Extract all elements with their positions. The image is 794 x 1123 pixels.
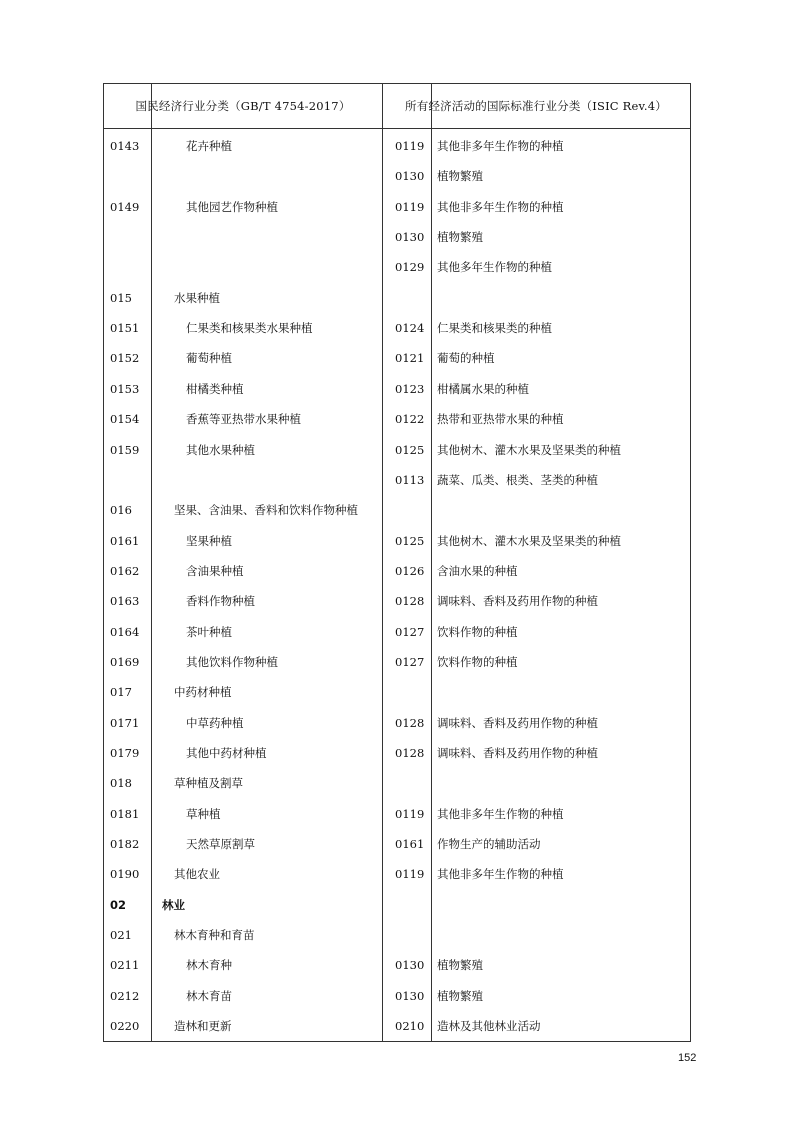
gbt-code: 0171 xyxy=(110,715,140,730)
table-row xyxy=(104,829,690,859)
gbt-code: 0182 xyxy=(110,837,140,852)
gbt-code: 017 xyxy=(110,685,132,700)
gbt-code: 0163 xyxy=(110,594,140,609)
gbt-code: 0164 xyxy=(110,624,140,639)
classification-table xyxy=(103,83,691,1042)
isic-code: 0121 xyxy=(395,351,425,366)
isic-code: 0130 xyxy=(395,958,425,973)
isic-name: 仁果类和核果类的种植 xyxy=(437,321,552,336)
gbt-code: 0179 xyxy=(110,746,140,760)
gbt-name: 其他饮料作物种植 xyxy=(186,654,278,669)
table-row xyxy=(104,283,690,313)
isic-code: 0128 xyxy=(395,594,425,609)
gbt-name: 含油果种植 xyxy=(186,563,244,578)
isic-code: 0130 xyxy=(395,230,425,245)
isic-name: 其他树木、灌木水果及坚果类的种植 xyxy=(437,533,621,548)
isic-code: 0119 xyxy=(395,199,425,214)
gbt-code: 018 xyxy=(110,776,132,791)
isic-name: 其他多年生作物的种植 xyxy=(437,260,552,275)
gbt-name: 香蕉等亚热带水果种植 xyxy=(186,412,301,427)
gbt-code: 0162 xyxy=(110,563,140,578)
isic-name: 调味料、香料及药用作物的种植 xyxy=(437,594,598,609)
gbt-name: 林木育种 xyxy=(186,958,232,973)
isic-code: 0119 xyxy=(395,867,425,882)
table-row xyxy=(104,435,690,465)
isic-name: 其他非多年生作物的种植 xyxy=(437,867,564,882)
gbt-name: 草种植 xyxy=(186,806,221,821)
gbt-code: 0181 xyxy=(110,806,140,821)
isic-code: 0127 xyxy=(395,654,425,669)
table-row xyxy=(104,708,690,738)
gbt-code: 0154 xyxy=(110,412,140,427)
isic-code: 0119 xyxy=(395,139,425,153)
gbt-name: 茶叶种植 xyxy=(186,624,232,639)
table-row xyxy=(104,526,690,556)
gbt-name: 林木育苗 xyxy=(186,988,232,1003)
isic-name: 植物繁殖 xyxy=(437,230,483,245)
table-row xyxy=(104,495,690,525)
table-row xyxy=(104,222,690,252)
isic-name: 调味料、香料及药用作物的种植 xyxy=(437,715,598,730)
table-row xyxy=(104,465,690,495)
table-row xyxy=(104,374,690,404)
isic-name: 作物生产的辅助活动 xyxy=(437,837,541,852)
isic-name: 调味料、香料及药用作物的种植 xyxy=(437,746,598,760)
table-row xyxy=(104,950,690,980)
isic-code: 0125 xyxy=(395,533,425,548)
table-row xyxy=(104,799,690,829)
gbt-name: 其他农业 xyxy=(174,867,220,882)
table-row xyxy=(104,981,690,1011)
isic-code: 0161 xyxy=(395,837,425,852)
page-number: 152 xyxy=(678,1052,697,1064)
isic-code: 0130 xyxy=(395,169,425,184)
table-row xyxy=(104,404,690,434)
isic-name: 植物繁殖 xyxy=(437,988,483,1003)
isic-code: 0130 xyxy=(395,988,425,1003)
gbt-code: 0190 xyxy=(110,867,140,882)
isic-code: 0124 xyxy=(395,321,425,336)
table-row xyxy=(104,192,690,222)
table-row xyxy=(104,890,690,920)
table-row xyxy=(104,556,690,586)
table-row xyxy=(104,920,690,950)
isic-name: 造林及其他林业活动 xyxy=(437,1019,541,1034)
gbt-name: 葡萄种植 xyxy=(186,351,232,366)
table-row xyxy=(104,586,690,616)
isic-name: 热带和亚热带水果的种植 xyxy=(437,412,564,427)
gbt-code: 0212 xyxy=(110,988,140,1003)
isic-name: 饮料作物的种植 xyxy=(437,654,518,669)
gbt-code: 016 xyxy=(110,503,132,518)
gbt-name: 中药材种植 xyxy=(174,685,232,700)
gbt-name: 其他中药材种植 xyxy=(186,746,267,760)
gbt-name: 林木育种和育苗 xyxy=(174,928,255,943)
isic-code: 0125 xyxy=(395,442,425,457)
gbt-name: 香料作物种植 xyxy=(186,594,255,609)
gbt-code: 0152 xyxy=(110,351,140,366)
table-row xyxy=(104,677,690,707)
table-row xyxy=(104,647,690,677)
table-row xyxy=(104,768,690,798)
gbt-code: 0143 xyxy=(110,139,140,153)
gbt-code: 0153 xyxy=(110,381,140,396)
gbt-code: 0159 xyxy=(110,442,140,457)
table-row xyxy=(104,131,690,161)
isic-code: 0129 xyxy=(395,260,425,275)
table-row xyxy=(104,161,690,191)
gbt-code: 0149 xyxy=(110,199,140,214)
isic-name: 含油水果的种植 xyxy=(437,563,518,578)
gbt-code: 0220 xyxy=(110,1019,140,1034)
isic-code: 0126 xyxy=(395,563,425,578)
gbt-name: 草种植及割草 xyxy=(174,776,243,791)
table-row xyxy=(104,617,690,647)
gbt-name: 花卉种植 xyxy=(186,139,232,153)
isic-name: 葡萄的种植 xyxy=(437,351,495,366)
gbt-code: 0211 xyxy=(110,958,140,973)
header-gbt: 国民经济行业分类（GB/T 4754-2017） xyxy=(135,99,351,113)
gbt-code: 0169 xyxy=(110,654,140,669)
table-row xyxy=(104,313,690,343)
gbt-name: 坚果、含油果、香料和饮料作物种植 xyxy=(174,503,358,518)
gbt-code: 0151 xyxy=(110,321,140,336)
isic-code: 0128 xyxy=(395,746,425,760)
gbt-name: 天然草原割草 xyxy=(186,837,255,852)
isic-code: 0123 xyxy=(395,381,425,396)
header-divider xyxy=(104,128,690,129)
isic-code: 0210 xyxy=(395,1019,425,1034)
isic-code: 0127 xyxy=(395,624,425,639)
gbt-name: 林业 xyxy=(162,897,185,912)
table-row xyxy=(104,1011,690,1041)
isic-name: 其他非多年生作物的种植 xyxy=(437,139,564,153)
isic-name: 其他树木、灌木水果及坚果类的种植 xyxy=(437,442,621,457)
gbt-name: 柑橘类种植 xyxy=(186,381,244,396)
isic-name: 其他非多年生作物的种植 xyxy=(437,199,564,214)
isic-name: 饮料作物的种植 xyxy=(437,624,518,639)
isic-code: 0113 xyxy=(395,472,425,487)
gbt-code: 015 xyxy=(110,290,132,305)
header-isic: 所有经济活动的国际标准行业分类（ISIC Rev.4） xyxy=(405,99,667,113)
gbt-name: 坚果种植 xyxy=(186,533,232,548)
isic-name: 蔬菜、瓜类、根类、茎类的种植 xyxy=(437,472,598,487)
isic-code: 0119 xyxy=(395,806,425,821)
isic-code: 0122 xyxy=(395,412,425,427)
isic-code: 0128 xyxy=(395,715,425,730)
isic-name: 植物繁殖 xyxy=(437,169,483,184)
gbt-code: 02 xyxy=(110,897,127,912)
gbt-code: 021 xyxy=(110,928,132,943)
gbt-name: 仁果类和核果类水果种植 xyxy=(186,321,313,336)
gbt-name: 其他水果种植 xyxy=(186,442,255,457)
isic-name: 植物繁殖 xyxy=(437,958,483,973)
gbt-code: 0161 xyxy=(110,533,140,548)
isic-name: 柑橘属水果的种植 xyxy=(437,381,529,396)
isic-name: 其他非多年生作物的种植 xyxy=(437,806,564,821)
gbt-name: 中草药种植 xyxy=(186,715,244,730)
gbt-name: 造林和更新 xyxy=(174,1019,232,1034)
gbt-name: 水果种植 xyxy=(174,290,220,305)
table-row xyxy=(104,252,690,282)
gbt-name: 其他园艺作物种植 xyxy=(186,199,278,214)
table-row xyxy=(104,738,690,768)
table-row xyxy=(104,343,690,373)
table-row xyxy=(104,859,690,889)
